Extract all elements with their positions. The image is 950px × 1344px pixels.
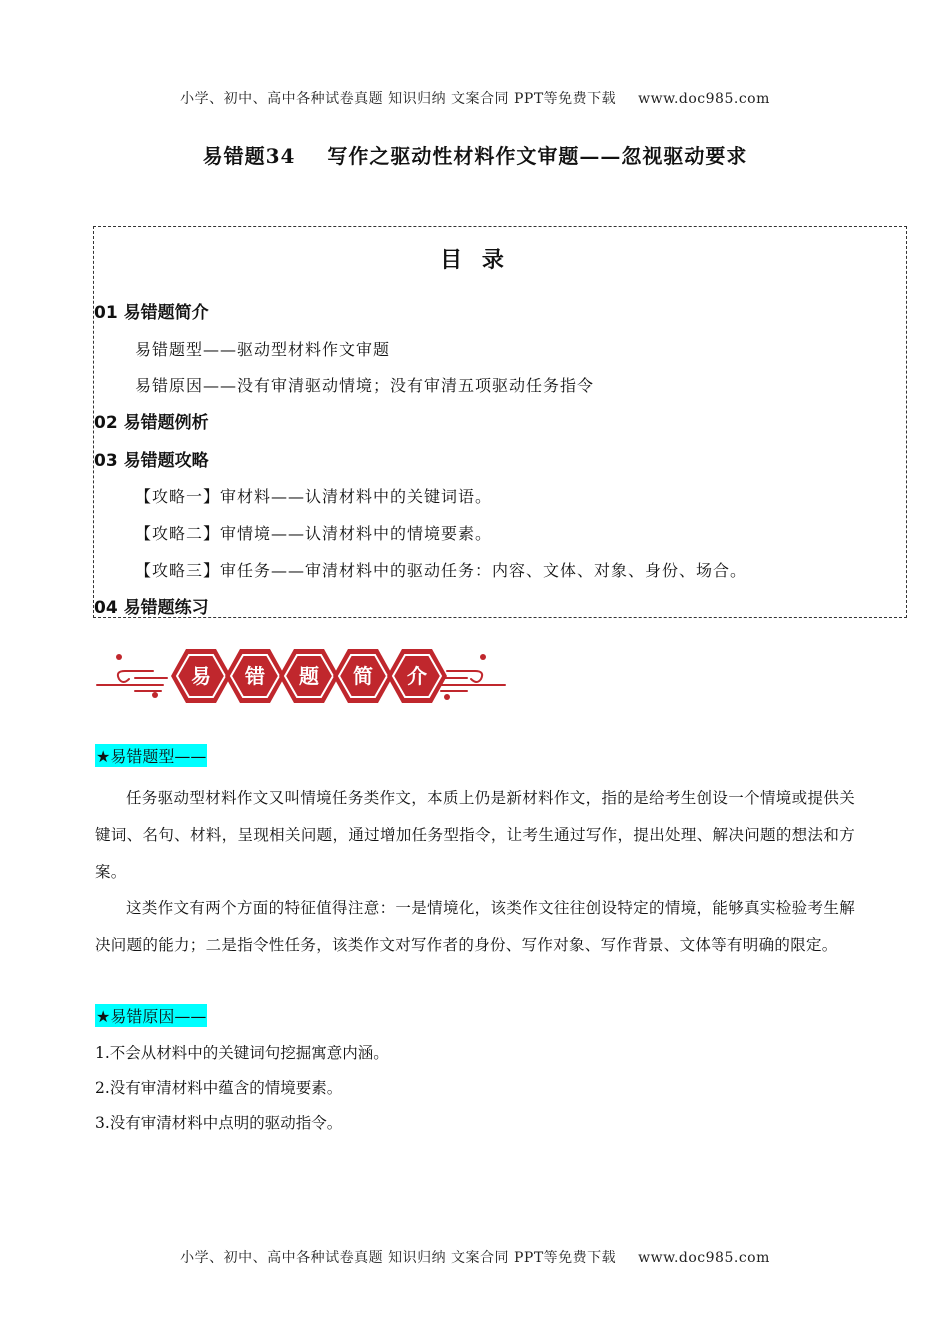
toc-section-03: 03 易错题攻略 — [94, 451, 209, 471]
toc-section-02: 02 易错题例析 — [94, 413, 209, 433]
left-dot — [116, 654, 122, 660]
toc-sub-item: 易错题型——驱动型材料作文审题 — [135, 340, 391, 359]
footer-site-link[interactable]: www.doc985.com — [638, 1250, 770, 1266]
footer-text: 小学、初中、高中各种试卷真题 知识归纳 文案合同 PPT等免费下载 — [180, 1250, 617, 1266]
banner-char: 题 — [299, 664, 319, 688]
header-text: 小学、初中、高中各种试卷真题 知识归纳 文案合同 PPT等免费下载 — [180, 91, 617, 107]
reason-item: 1.不会从材料中的关键词句挖掘寓意内涵。 — [95, 1044, 389, 1062]
type-paragraph-1: 任务驱动型材料作文又叫情境任务类作文，本质上仍是新材料作文，指的是给考生创设一个情境或提供关键词、名句、材料，呈现相关问题，通过增加任务型指令，让考生通过写作，提出处理、解决问题的想法和方案。 — [95, 789, 855, 881]
reason-item: 2.没有审清材料中蕴含的情境要素。 — [95, 1079, 343, 1097]
page-header — [0, 88, 950, 108]
left-dot — [152, 692, 158, 698]
banner-char: 错 — [245, 664, 265, 688]
toc-sub-item: 【攻略一】审材料——认清材料中的关键词语。 — [135, 487, 493, 506]
title-text: 写作之驱动性材料作文审题——忽视驱动要求 — [327, 144, 748, 168]
toc-sub-item: 【攻略三】审任务——审清材料中的驱动任务：内容、文体、对象、身份、场合。 — [135, 561, 748, 580]
title-number: 易错题34 — [202, 144, 296, 168]
toc-section-04: 04 易错题练习 — [94, 598, 209, 618]
section-banner — [95, 645, 507, 707]
page-footer — [0, 1247, 950, 1267]
toc-section-01: 01 易错题简介 — [94, 303, 209, 323]
banner-char: 简 — [353, 664, 373, 688]
toc-sub-item: 易错原因——没有审清驱动情境；没有审清五项驱动任务指令 — [135, 376, 595, 395]
toc-sub-item: 【攻略二】审情境——认清材料中的情境要素。 — [135, 524, 493, 543]
reason-heading: ★易错原因—— — [95, 1004, 207, 1027]
banner-char: 介 — [407, 664, 427, 688]
right-dot — [480, 654, 486, 660]
toc-title: 目 录 — [440, 248, 510, 273]
banner-char: 易 — [191, 664, 211, 688]
right-dot — [444, 694, 450, 700]
type-paragraph-2: 这类作文有两个方面的特征值得注意：一是情境化，该类作文往往创设特定的情境，能够真实检验考生解决问题的能力；二是指令性任务，该类作文对写作者的身份、写作对象、写作背景、文体等有明确的限定。 — [95, 899, 855, 954]
reason-item: 3.没有审清材料中点明的驱动指令。 — [95, 1114, 343, 1132]
type-heading: ★易错题型—— — [95, 744, 207, 767]
header-site-link[interactable]: www.doc985.com — [638, 91, 770, 107]
left-scroll-ornament — [97, 671, 167, 691]
document-title — [0, 140, 950, 169]
